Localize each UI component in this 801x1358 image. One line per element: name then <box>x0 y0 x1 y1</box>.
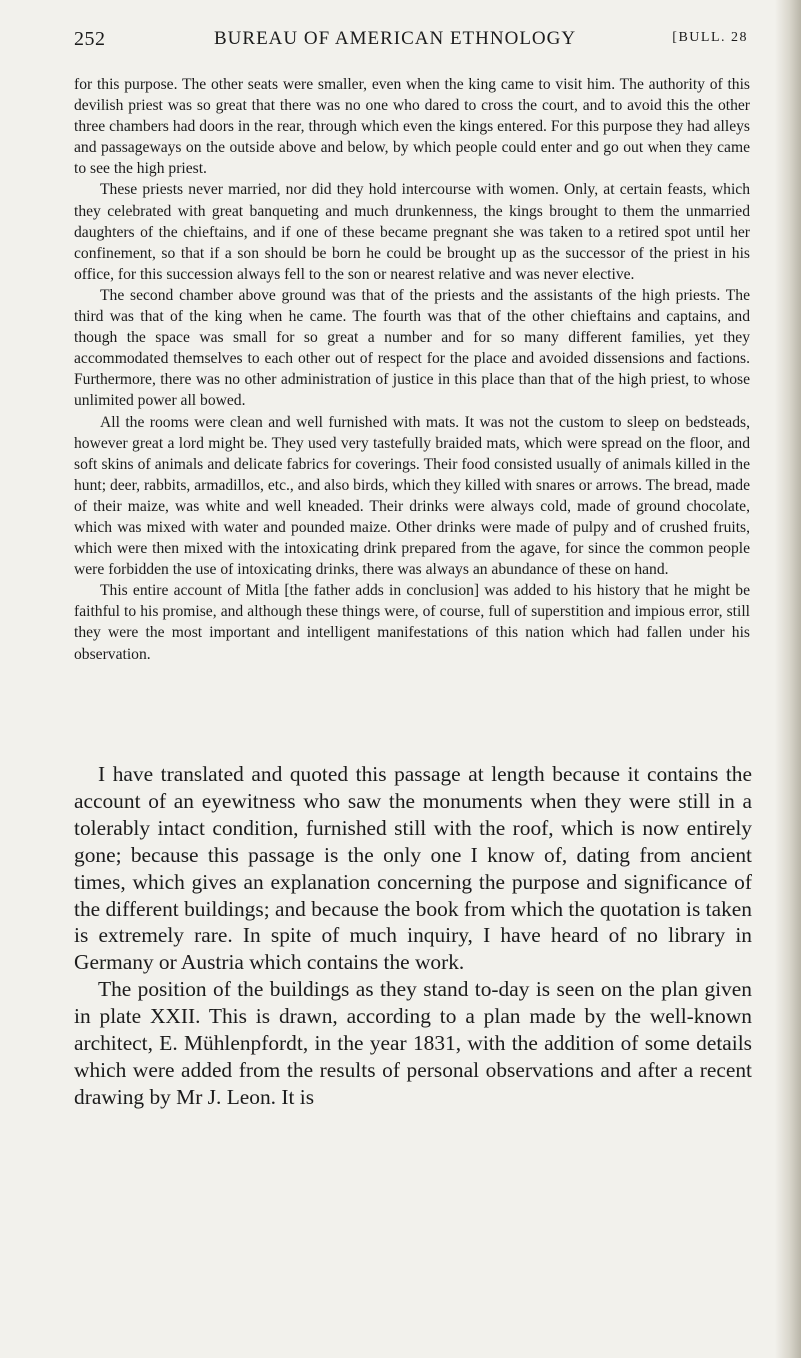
quote-paragraph: for this purpose. The other seats were smaller, even when the king came to visit him. The authority of this devilish priest was so great that there was no one who dared to cross the court, and to avoid this the other three chambers had doors in the rear, through which even the kings entered. For this purpose they had alleys and passageways on the outside above and below, by which people could enter and go out when they came to see the high priest. <box>74 76 750 178</box>
quote-paragraph: All the rooms were clean and well furnished with mats. It was not the custom to sleep on bedsteads, however great a lord might be. They used very tastefully braided mats, which were spread on the floor, and soft skins of animals and delicate fabrics for coverings. Their food consisted usually of animals killed in the hunt; deer, rabbits, armadillos, etc., and also birds, which they killed with snares or arrows. The bread, made of their maize, was white and well kneaded. Their drinks were always cold, made of ground chocolate, which was mixed with water and pounded maize. Other drinks were made of pulpy and of crushed fruits, which were then mixed with the intoxicating drink prepared from the agave, for since the common people were forbidden the use of intoxicating drinks, there was always an abundance of these on hand. <box>74 413 750 579</box>
body-text <box>74 761 752 1111</box>
page-edge-shadow <box>775 0 801 1358</box>
body-paragraph: The position of the buildings as they stand to-day is seen on the plan given in plate XXII. This is drawn, according to a plan made by the well-known architect, E. Mühlenpfordt, in the year 1831, with the addition of some details which were added from the results of personal observations and after a recent drawing by Mr J. Leon. It is <box>74 977 752 1109</box>
quote-paragraph: This entire account of Mitla [the father adds in conclusion] was added to his history that he might be faithful to his promise, and although these things were, of course, full of superstition and impious error, still they were the most important and intelligent manifestations of this nation which had fallen under his observation. <box>74 582 750 663</box>
quote-paragraph: These priests never married, nor did they hold intercourse with women. Only, at certain feasts, which they celebrated with great banqueting and much drunkenness, the kings brought to them the unmarried daughters of the chieftains, and if one of these became pregnant she was taken to a retired spot until her confinement, so that if a son should be born he could be brought up as the successor of the priest in his office, for this succession always fell to the son or nearest relative and was never elective. <box>74 181 750 283</box>
running-title: BUREAU OF AMERICAN ETHNOLOGY <box>214 28 577 49</box>
page-number: 252 <box>74 28 106 50</box>
bulletin-number: [BULL. 28 <box>672 30 748 45</box>
quoted-passage <box>74 74 750 665</box>
quote-paragraph: The second chamber above ground was that of the priests and the assistants of the high priests. The third was that of the king when he came. The fourth was that of the other chieftains and captains, and though the space was small for so great a number and for so many different families, yet they accommodated themselves to each other out of respect for the place and avoided dissensions and factions. Furthermore, there was no other administration of justice in this place than that of the high priest, to whose unlimited power all bowed. <box>74 286 750 410</box>
body-paragraph: I have translated and quoted this passage at length because it contains the account of an eyewitness who saw the monuments when they were still in a tolerably intact condition, furnished still with the roof, which is now entirely gone; because this passage is the only one I know of, dating from ancient times, which gives an explanation concerning the purpose and significance of the different buildings; and because the book from which the quotation is taken is extremely rare. In spite of much inquiry, I have heard of no library in Germany or Austria which contains the work. <box>74 762 752 975</box>
running-header <box>74 28 754 58</box>
